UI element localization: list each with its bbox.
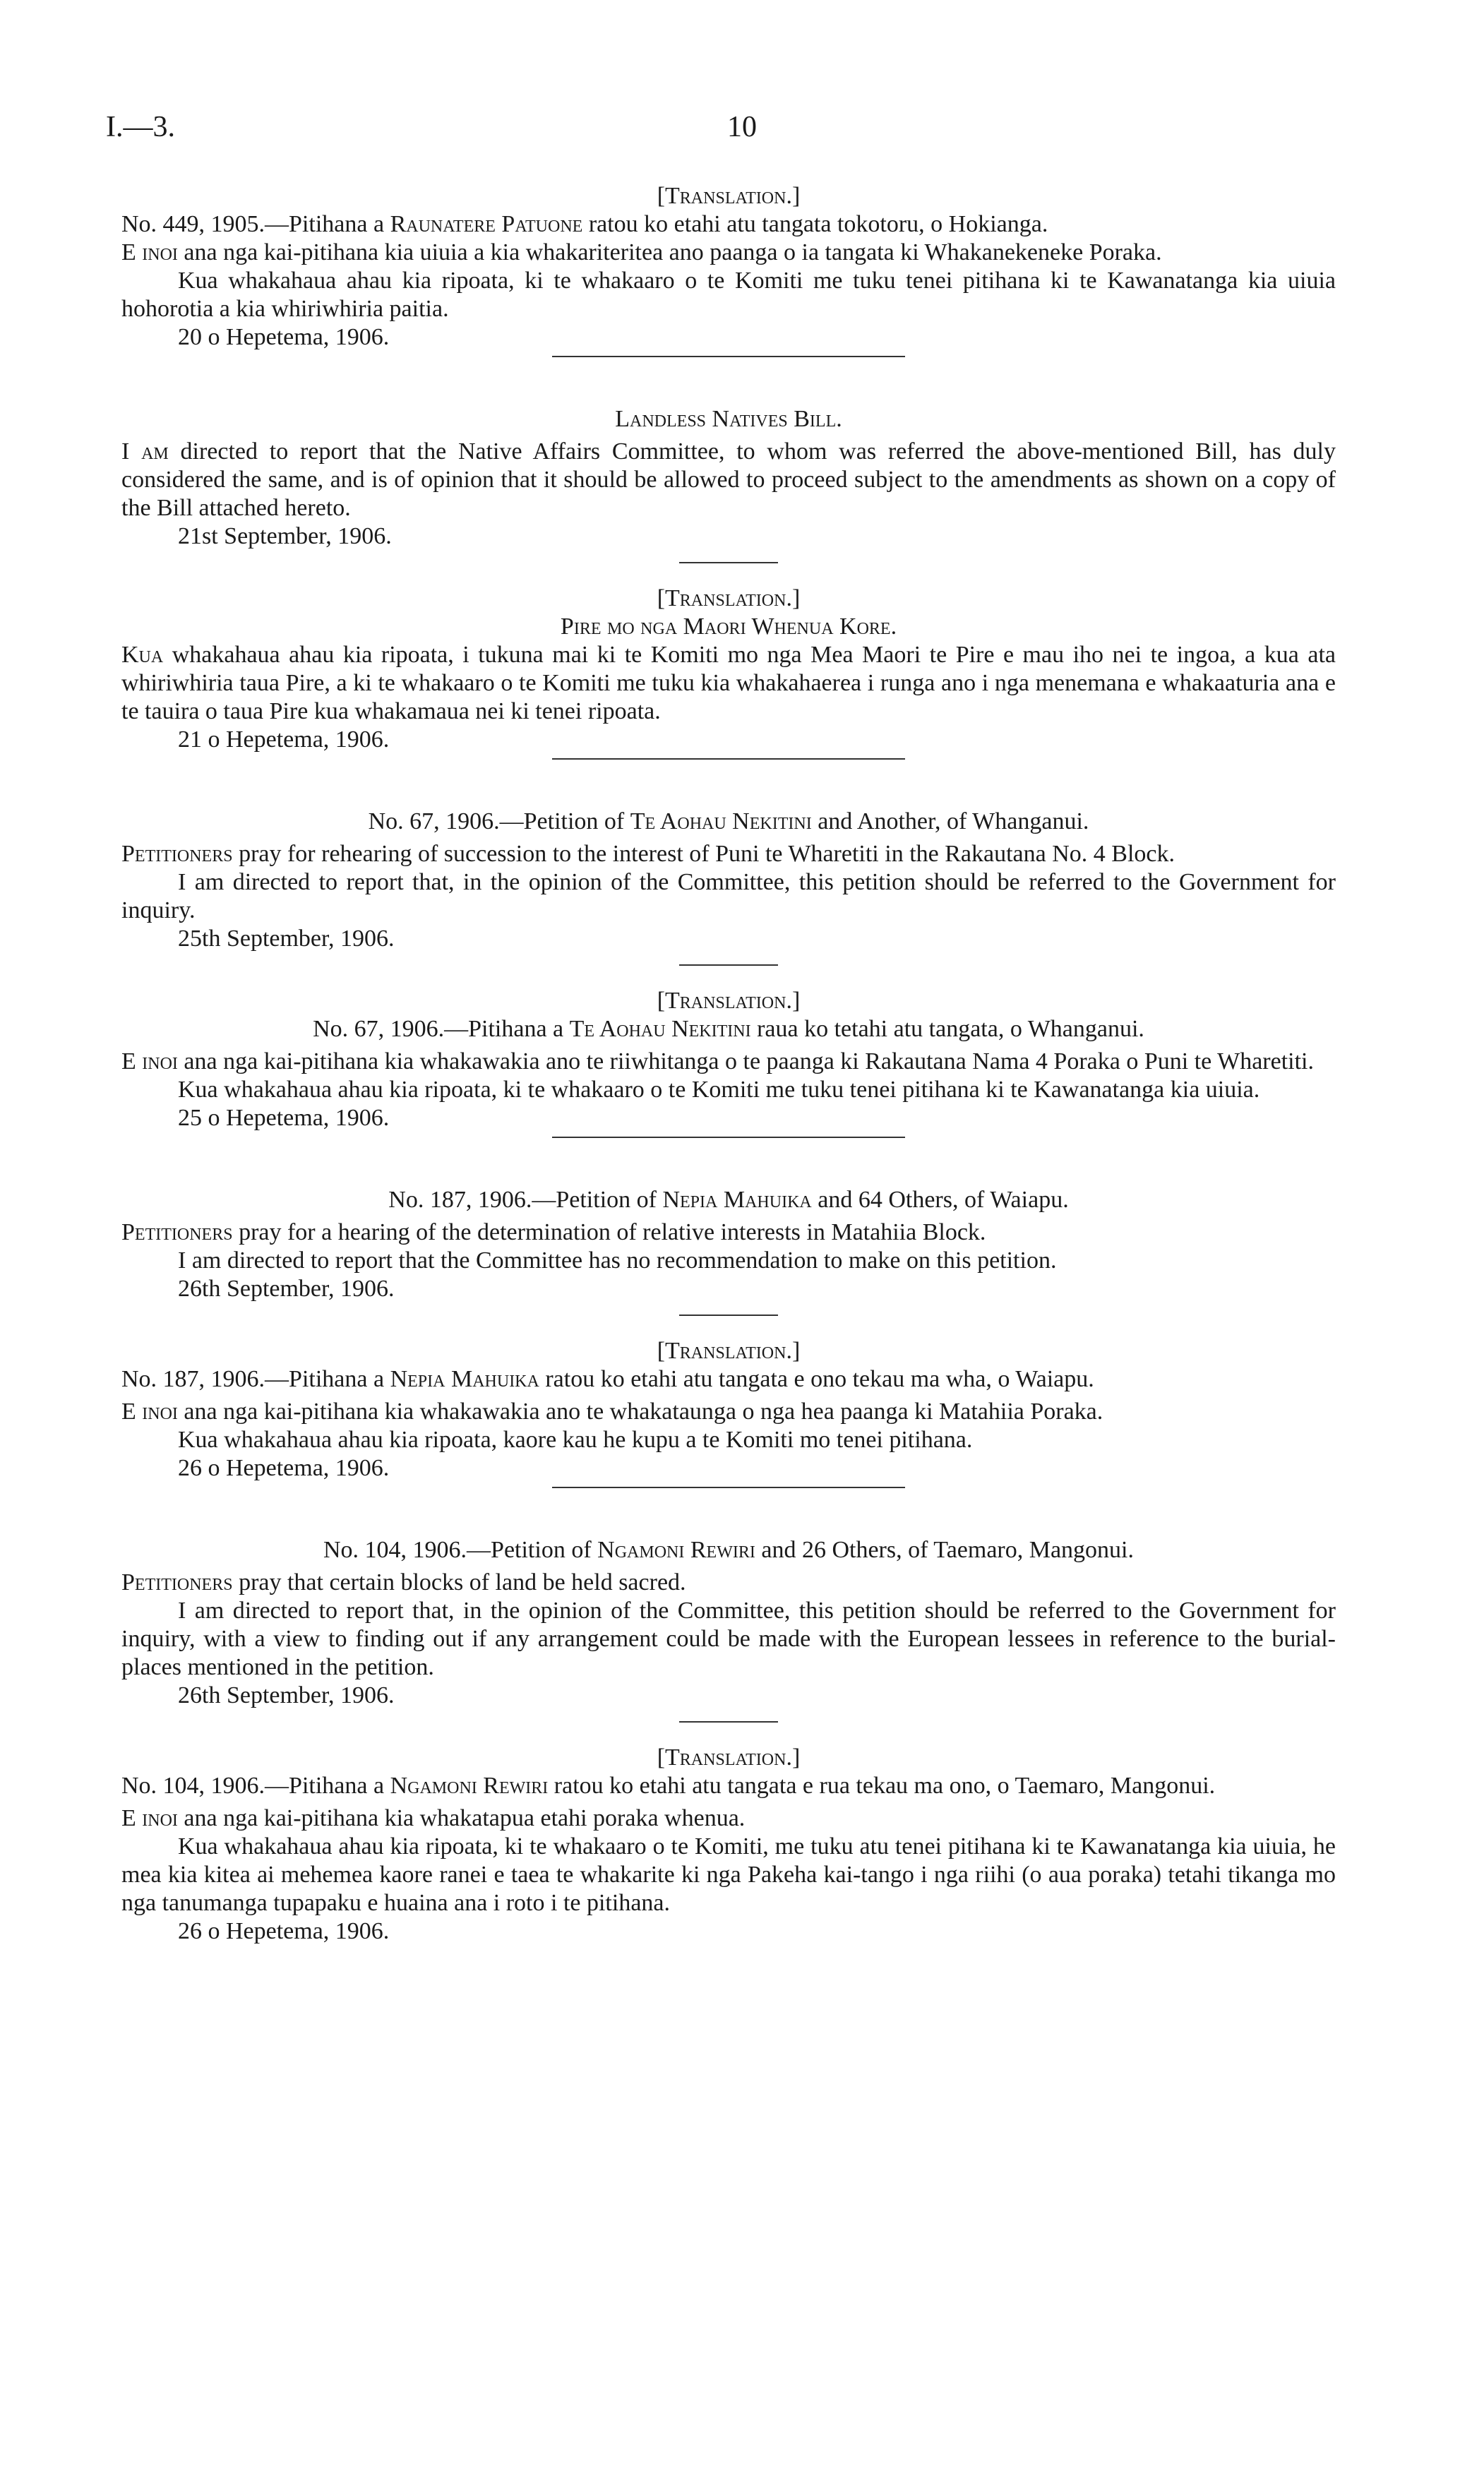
paragraph-lead: Petitioners — [121, 841, 233, 867]
heading-prefix: No. 449, 1905.—Pitihana a — [121, 211, 390, 237]
translation-label: [Translation.] — [657, 183, 801, 209]
prayer-paragraph — [121, 1804, 1336, 1833]
section-translation-187 — [121, 1337, 1336, 1483]
prayer-paragraph — [121, 1569, 1336, 1597]
petitioner-name: Nepia Mahuika — [662, 1187, 812, 1213]
petitioner-name: Te Aohau Nekitini — [569, 1016, 751, 1042]
paragraph-lead: Petitioners — [121, 1569, 233, 1595]
heading-suffix: ratou ko etahi atu tangata tokotoru, o Hokianga. — [582, 211, 1048, 237]
petitioner-name: Ngamoni Rewiri — [597, 1537, 755, 1563]
paragraph-text: ana nga kai-pitihana kia uiuia a kia whakariteritea ano paanga o ia tangata ki Whakanekeneke Poraka. — [177, 239, 1162, 265]
heading-prefix: No. 187, 1906.—Petition of — [388, 1187, 663, 1213]
heading-suffix: ratou ko etahi atu tangata e ono tekau ma wha, o Waiapu. — [539, 1366, 1094, 1392]
report-paragraph: Kua whakahaua ahau kia ripoata, ki te whakaaro o te Komiti, me tuku atu tenei pitihana ki te Kawanatanga kia uiuia, he mea kia kitea ai mehemea kaore ranei e taea te whakarite ki nga Pakeha kai-tango i nga riihi (o aua poraka) tetahi tikanga mo nga tanumanga tupapaku e huaina ana i roto i te pitihana. — [121, 1833, 1336, 1916]
heading-prefix: No. 187, 1906.—Pitihana a — [121, 1366, 390, 1392]
petition-heading — [121, 808, 1336, 836]
section-divider — [552, 1487, 905, 1488]
page-number: 10 — [727, 111, 757, 143]
report-paragraph: I am directed to report that, in the opinion of the Committee, this petition should be referred to the Government for inquiry. — [121, 869, 1336, 923]
translation-label: [Translation.] — [657, 1338, 801, 1364]
paragraph-lead: E inoi — [121, 239, 178, 265]
report-paragraph — [121, 641, 1336, 726]
paragraph-lead: Kua — [121, 642, 164, 668]
petitioner-name: Raunatere Patuone — [390, 211, 583, 237]
paragraph-lead: Petitioners — [121, 1219, 233, 1245]
petitioner-name: Nepia Mahuika — [390, 1366, 539, 1392]
heading-suffix: and Another, of Whanganui. — [811, 808, 1089, 834]
prayer-paragraph — [121, 1398, 1336, 1426]
paragraph-text: ana nga kai-pitihana kia whakawakia ano te riiwhitanga o te paanga ki Rakautana Nama 4 Poraka o Puni te Wharetiti. — [177, 1048, 1314, 1074]
translation-divider — [679, 964, 778, 966]
report-date: 25th September, 1906. — [178, 926, 395, 952]
section-translation-449 — [121, 182, 1336, 352]
section-translation-104 — [121, 1744, 1336, 1946]
report-date: 21 o Hepetema, 1906. — [178, 726, 390, 753]
heading-suffix: and 64 Others, of Waiapu. — [811, 1187, 1069, 1213]
paragraph-lead: E inoi — [121, 1048, 178, 1074]
heading-prefix: No. 67, 1906.—Pitihana a — [313, 1016, 570, 1042]
petitioner-name: Ngamoni Rewiri — [390, 1773, 549, 1799]
report-date: 25 o Hepetema, 1906. — [178, 1105, 390, 1131]
section-translation-67 — [121, 987, 1336, 1132]
paragraph-text: directed to report that the Native Affairs Committee, to whom was referred the above-mentioned Bill, has duly considered the same, and is of opinion that it should be allowed to proceed subject to the amendments as shown on a copy of the Bill attached hereto. — [121, 438, 1336, 521]
paragraph-text: pray that certain blocks of land be held sacred. — [232, 1569, 686, 1595]
report-date: 26th September, 1906. — [178, 1682, 395, 1708]
paragraph-lead: I am — [121, 438, 169, 465]
prayer-paragraph — [121, 239, 1336, 267]
petition-heading — [121, 1536, 1336, 1564]
report-paragraph: Kua whakahaua ahau kia ripoata, kaore kau he kupu a te Komiti mo tenei pitihana. — [178, 1427, 973, 1453]
petition-heading — [121, 1015, 1336, 1043]
paragraph-text: pray for rehearing of succession to the interest of Puni te Wharetiti in the Rakautana No. 4 Block. — [232, 841, 1175, 867]
paragraph-text: whakahaua ahau kia ripoata, i tukuna mai ki te Komiti mo nga Mea Maori te Pire e mau iho nei te ingoa, a kua ata whiriwhiria taua Pire, a ki te whakaaro o te Komiti me tuku kia whakahaerea i runga ano i nga menemana e whakaaturia ana e te tauira o taua Pire kua whakamaua nei ki tenei ripoata. — [121, 642, 1336, 724]
section-divider — [552, 1137, 905, 1138]
heading-suffix: ratou ko etahi atu tangata e rua tekau ma ono, o Taemaro, Mangonui. — [548, 1773, 1216, 1799]
paragraph-text: pray for a hearing of the determination of relative interests in Matahiia Block. — [232, 1219, 986, 1245]
report-paragraph: I am directed to report that the Committee has no recommendation to make on this petition. — [178, 1247, 1057, 1274]
report-date: 26th September, 1906. — [178, 1276, 395, 1302]
section-petition-67 — [121, 808, 1336, 953]
report-date: 21st September, 1906. — [178, 523, 392, 549]
section-landless-natives-bill — [121, 405, 1336, 551]
section-divider — [552, 356, 905, 357]
petition-heading — [121, 210, 1336, 239]
section-petition-187 — [121, 1186, 1336, 1303]
petition-heading — [121, 1186, 1336, 1214]
translation-label: [Translation.] — [657, 1744, 801, 1771]
report-date: 26 o Hepetema, 1906. — [178, 1455, 390, 1481]
paragraph-text: ana nga kai-pitihana kia whakawakia ano te whakataunga o nga hea paanga ki Matahiia Poraka. — [177, 1399, 1103, 1425]
report-date: 20 o Hepetema, 1906. — [178, 324, 390, 350]
translation-label: [Translation.] — [657, 585, 801, 611]
report-date: 26 o Hepetema, 1906. — [178, 1918, 390, 1944]
report-paragraph — [121, 438, 1336, 522]
prayer-paragraph — [121, 840, 1336, 868]
section-divider — [552, 758, 905, 760]
section-title: Landless Natives Bill. — [615, 406, 842, 432]
heading-suffix: and 26 Others, of Taemaro, Mangonui. — [755, 1537, 1135, 1563]
section-title: Pire mo nga Maori Whenua Kore. — [560, 613, 897, 640]
section-petition-104 — [121, 1536, 1336, 1710]
translation-divider — [679, 1315, 778, 1316]
heading-prefix: No. 67, 1906.—Petition of — [368, 808, 630, 834]
page-body — [121, 182, 1336, 1946]
translation-label: [Translation.] — [657, 988, 801, 1014]
prayer-paragraph — [121, 1048, 1336, 1076]
petition-heading — [121, 1365, 1336, 1394]
report-paragraph: I am directed to report that, in the opinion of the Committee, this petition should be referred to the Government for inquiry, with a view to finding out if any arrangement could be made with the European lessees in reference to the burial-places mentioned in the petition. — [121, 1598, 1336, 1680]
petitioner-name: Te Aohau Nekitini — [630, 808, 812, 834]
translation-divider — [679, 1721, 778, 1723]
document-reference: I.—3. — [106, 111, 175, 143]
translation-divider — [679, 562, 778, 563]
prayer-paragraph — [121, 1218, 1336, 1247]
report-paragraph: Kua whakahaua ahau kia ripoata, ki te whakaaro o te Komiti me tuku tenei pitihana ki te Kawanatanga kia uiuia. — [178, 1077, 1260, 1103]
heading-prefix: No. 104, 1906.—Pitihana a — [121, 1773, 390, 1799]
paragraph-text: ana nga kai-pitihana kia whakatapua etahi poraka whenua. — [177, 1805, 746, 1831]
heading-prefix: No. 104, 1906.—Petition of — [323, 1537, 598, 1563]
petition-heading — [121, 1772, 1336, 1800]
report-paragraph: Kua whakahaua ahau kia ripoata, ki te whakaaro o te Komiti me tuku tenei pitihana ki te Kawanatanga kia uiuia hohorotia a kia whiriwhiria paitia. — [121, 268, 1336, 322]
section-translation-pire — [121, 585, 1336, 754]
paragraph-lead: E inoi — [121, 1399, 178, 1425]
paragraph-lead: E inoi — [121, 1805, 178, 1831]
heading-suffix: raua ko tetahi atu tangata, o Whanganui. — [750, 1016, 1144, 1042]
